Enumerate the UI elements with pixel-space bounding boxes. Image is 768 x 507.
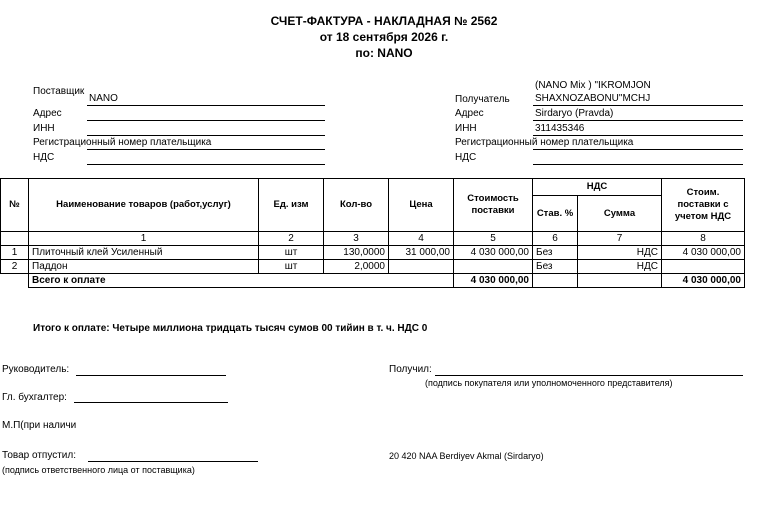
row-no: 1 — [1, 246, 29, 260]
col-number — [1, 232, 29, 246]
items-table — [0, 178, 745, 288]
row-vat-sum: НДС — [578, 246, 662, 260]
received-note: (подпись покупателя или уполномоченного представителя) — [425, 378, 673, 388]
supplier-label: Поставщик — [33, 86, 85, 97]
header-no: № — [1, 179, 29, 232]
row-total — [662, 260, 745, 274]
row-unit: шт — [259, 260, 324, 274]
col-number: 4 — [389, 232, 454, 246]
receiver-vat-label: НДС — [455, 152, 477, 163]
receiver-name-line — [533, 105, 743, 106]
col-number: 3 — [324, 232, 389, 246]
released-label: Товар отпустил: — [2, 450, 76, 461]
col-number: 6 — [533, 232, 578, 246]
receiver-address-line — [533, 120, 743, 121]
total-spacer — [1, 274, 29, 288]
row-qty: 2,0000 — [324, 260, 389, 274]
total-vat-rate — [533, 274, 578, 288]
row-vat-sum: НДС — [578, 260, 662, 274]
director-signature-line — [76, 375, 226, 376]
row-price — [389, 260, 454, 274]
table-row — [1, 260, 745, 274]
col-number: 8 — [662, 232, 745, 246]
accountant-signature-line — [74, 402, 228, 403]
header-total: Стоим. поставки с учетом НДС — [662, 179, 745, 232]
received-label: Получил: — [389, 364, 432, 375]
accountant-label: Гл. бухгалтер: — [2, 392, 67, 403]
table-row — [1, 246, 745, 260]
total-row — [1, 274, 745, 288]
row-qty: 130,0000 — [324, 246, 389, 260]
row-vat-rate: Без — [533, 260, 578, 274]
row-vat-rate: Без — [533, 246, 578, 260]
supplier-reg-line — [87, 149, 325, 150]
supplier-inn-line — [87, 135, 325, 136]
receiver-vat-line — [533, 164, 743, 165]
receiver-address: Sirdaryo (Pravda) — [535, 108, 614, 119]
director-label: Руководитель: — [2, 364, 70, 375]
header-name: Наименование товаров (работ,услуг) — [29, 179, 259, 232]
courier-info: 20 420 NAA Berdiyev Akmal (Sirdaryo) — [389, 451, 544, 461]
receiver-inn-label: ИНН — [455, 123, 477, 134]
receiver-address-label: Адрес — [455, 108, 484, 119]
col-number: 2 — [259, 232, 324, 246]
row-cost — [454, 260, 533, 274]
header-cost: Стоимость поставки — [454, 179, 533, 232]
col-number: 5 — [454, 232, 533, 246]
amount-in-words: Итого к оплате: Четыре миллиона тридцать тысяч сумов 00 тийин в т. ч. НДС 0 — [33, 323, 428, 334]
receiver-label: Получатель — [455, 94, 510, 105]
header-vat: НДС — [533, 179, 662, 196]
supplier-vat-label: НДС — [33, 152, 55, 163]
col-number: 1 — [29, 232, 259, 246]
total-label: Всего к оплате — [29, 274, 454, 288]
released-note: (подпись ответственного лица от поставщика) — [2, 465, 195, 475]
column-number-row — [1, 232, 745, 246]
supplier-vat-line — [87, 164, 325, 165]
row-name: Плиточный клей Усиленный — [29, 246, 259, 260]
header-price: Цена — [389, 179, 454, 232]
receiver-name-line1: (NANO Mix ) "IKROMJON — [535, 80, 651, 91]
invoice-po: по: NANO — [355, 46, 413, 60]
total-with-vat: 4 030 000,00 — [662, 274, 745, 288]
receiver-inn-line — [533, 135, 743, 136]
row-name: Паддон — [29, 260, 259, 274]
supplier-name: NANO — [89, 93, 118, 104]
supplier-reg-label: Регистрационный номер плательщика — [33, 137, 212, 148]
total-vat-sum — [578, 274, 662, 288]
supplier-address-line — [87, 120, 325, 121]
stamp-label: М.П(при наличи — [2, 420, 77, 431]
row-cost: 4 030 000,00 — [454, 246, 533, 260]
total-cost: 4 030 000,00 — [454, 274, 533, 288]
receiver-reg-label: Регистрационный номер плательщика — [455, 137, 634, 148]
row-unit: шт — [259, 246, 324, 260]
released-signature-line — [88, 461, 258, 462]
invoice-date: от 18 сентября 2026 г. — [319, 30, 449, 44]
header-qty: Кол-во — [324, 179, 389, 232]
received-signature-line — [435, 375, 743, 376]
header-vat-sum: Сумма — [578, 196, 662, 232]
col-number: 7 — [578, 232, 662, 246]
supplier-name-line — [87, 105, 325, 106]
row-total: 4 030 000,00 — [662, 246, 745, 260]
invoice-title: СЧЕТ-ФАКТУРА - НАКЛАДНАЯ № 2562 — [270, 14, 498, 28]
row-no: 2 — [1, 260, 29, 274]
row-price: 31 000,00 — [389, 246, 454, 260]
receiver-name-line2: SHAXNOZABONU"MCHJ — [535, 93, 651, 104]
supplier-inn-label: ИНН — [33, 123, 55, 134]
header-vat-rate: Став. % — [533, 196, 578, 232]
receiver-inn: 311435346 — [535, 123, 585, 134]
supplier-address-label: Адрес — [33, 108, 62, 119]
receiver-reg-line — [533, 149, 743, 150]
header-unit: Ед. изм — [259, 179, 324, 232]
